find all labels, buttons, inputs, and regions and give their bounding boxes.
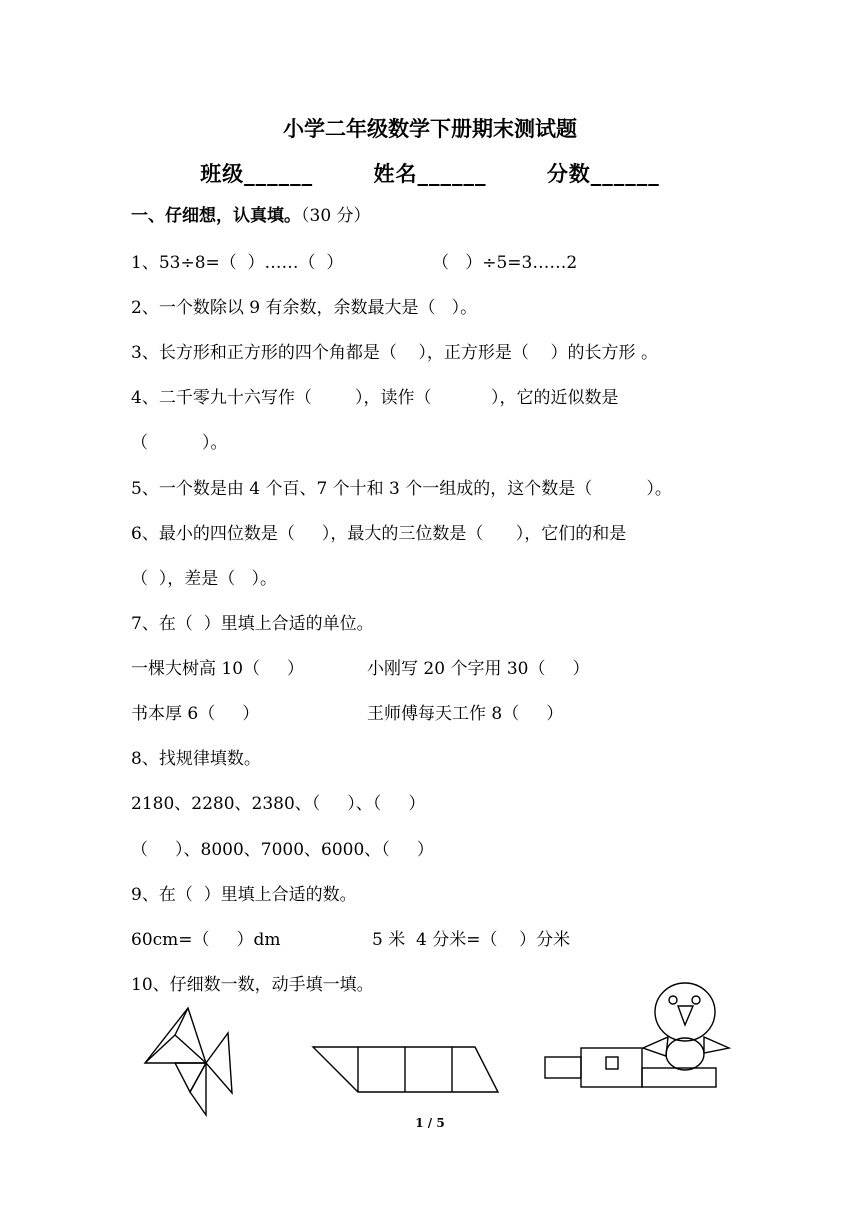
question-7d: 王师傅每天工作 8（ ） — [367, 704, 564, 724]
name-field[interactable]: 姓名______ — [373, 162, 487, 186]
question-6-continued: （ ），差是（ ）。 — [131, 569, 278, 589]
page-title: 小学二年级数学下册期末测试题 — [283, 117, 577, 141]
section-heading — [131, 204, 371, 228]
question-1b: （ ）÷5=3……2 — [432, 253, 578, 273]
question-10: 10、仔细数一数，动手填一填。 — [131, 975, 374, 995]
class-field[interactable]: 班级______ — [200, 162, 314, 186]
tangram-fish-figure — [145, 1008, 232, 1115]
question-8a: 2180、2280、2380、（ ）、（ ） — [131, 794, 426, 814]
question-9a: 60cm=（ ）dm — [131, 930, 281, 950]
question-8b: （ ）、8000、7000、6000、（ ） — [131, 840, 434, 860]
question-7: 7、在（ ）里填上合适的单位。 — [131, 614, 374, 634]
section-points: （30 分） — [301, 206, 371, 226]
question-8: 8、找规律填数。 — [131, 749, 261, 769]
question-9b: 5 米 4 分米=（ ）分米 — [372, 930, 571, 950]
question-4: 4、二千零九十六写作（ ），读作（ ），它的近似数是 — [131, 388, 619, 408]
question-4-continued: （ ）。 — [131, 433, 228, 453]
question-1a: 1、53÷8=（ ）……（ ） — [131, 253, 344, 273]
question-3: 3、长方形和正方形的四个角都是（ ），正方形是（ ）的长方形 。 — [131, 343, 658, 363]
question-9: 9、在（ ）里填上合适的数。 — [131, 885, 357, 905]
robot-figure — [545, 983, 729, 1087]
question-5: 5、一个数是由 4 个百、7 个十和 3 个一组成的，这个数是（ ）。 — [131, 479, 672, 499]
question-6: 6、最小的四位数是（ ），最大的三位数是（ ），它们的和是 — [131, 524, 627, 544]
question-7b: 小刚写 20 个字用 30（ ） — [367, 659, 590, 679]
page-number: 1 / 5 — [415, 1116, 445, 1130]
question-2: 2、一个数除以 9 有余数，余数最大是（ ）。 — [131, 298, 478, 318]
student-info-row — [0, 158, 860, 188]
score-field[interactable]: 分数______ — [546, 162, 660, 186]
question-7c: 书本厚 6（ ） — [131, 704, 260, 724]
section-heading-text: 一、仔细想，认真填。 — [131, 206, 301, 226]
question-7a: 一棵大树高 10（ ） — [131, 659, 305, 679]
parallelogram-figure — [313, 1047, 498, 1092]
